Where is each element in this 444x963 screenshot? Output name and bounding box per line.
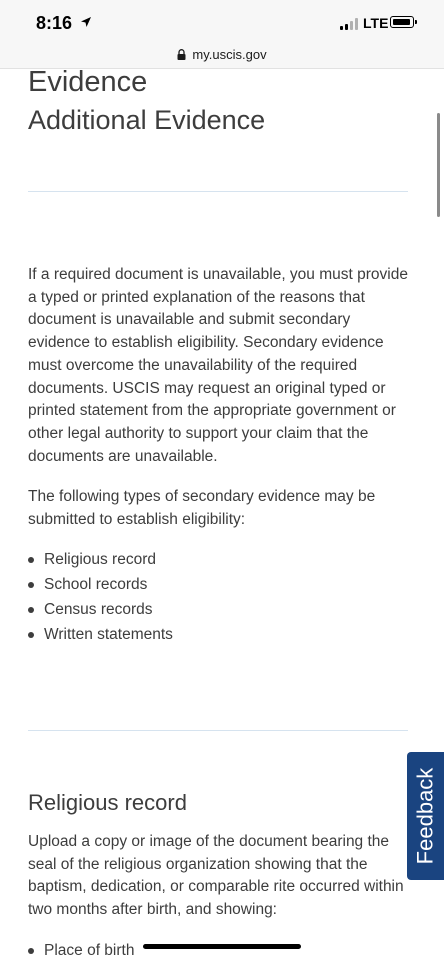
- section-divider: [28, 730, 408, 731]
- signal-bars-icon: [340, 18, 358, 30]
- list-item: School records: [28, 572, 173, 597]
- scrollbar-thumb[interactable]: [437, 113, 440, 217]
- secondary-evidence-list: [28, 547, 173, 647]
- religious-record-heading: Religious record: [28, 790, 187, 815]
- home-indicator[interactable]: [143, 944, 301, 949]
- battery-tip: [415, 20, 417, 24]
- list-item: Place of birth: [28, 938, 134, 963]
- list-item: Religious record: [28, 547, 173, 572]
- url-bar[interactable]: [0, 40, 444, 69]
- battery-icon: [390, 16, 414, 28]
- lock-icon: [177, 49, 186, 60]
- religious-record-list: [28, 938, 134, 963]
- list-item: Written statements: [28, 622, 173, 647]
- secondary-evidence-intro: The following types of secondary evidence may be submitted to establish eligibility:: [28, 488, 376, 528]
- section-subtitle: Additional Evidence: [28, 105, 266, 135]
- url-text[interactable]: my.uscis.gov: [192, 46, 267, 62]
- section-divider: [28, 191, 408, 192]
- religious-record-paragraph: Upload a copy or image of the document bearing the seal of the religious organization showing that the baptism, dedication, or comparable rite occurred within two months after birth, and showing:: [28, 833, 404, 919]
- unavailable-document-paragraph: If a required document is unavailable, you must provide a typed or printed explanation of the reasons that document is unavailable and submit secondary evidence to establish eligibility. Secondary evidence must overcome the unavailability of the required documents. USCIS may request an original typed or printed statement from the appropriate government or other legal authority to support your claim that the documents are unavailable.: [28, 266, 408, 465]
- location-arrow-icon: [80, 16, 92, 28]
- page-title: Evidence: [28, 66, 148, 98]
- network-type: LTE: [363, 15, 389, 31]
- clock-time: 8:16: [36, 13, 73, 33]
- feedback-button[interactable]: [407, 752, 444, 880]
- feedback-label: Feedback: [412, 767, 438, 865]
- list-item: Census records: [28, 597, 173, 622]
